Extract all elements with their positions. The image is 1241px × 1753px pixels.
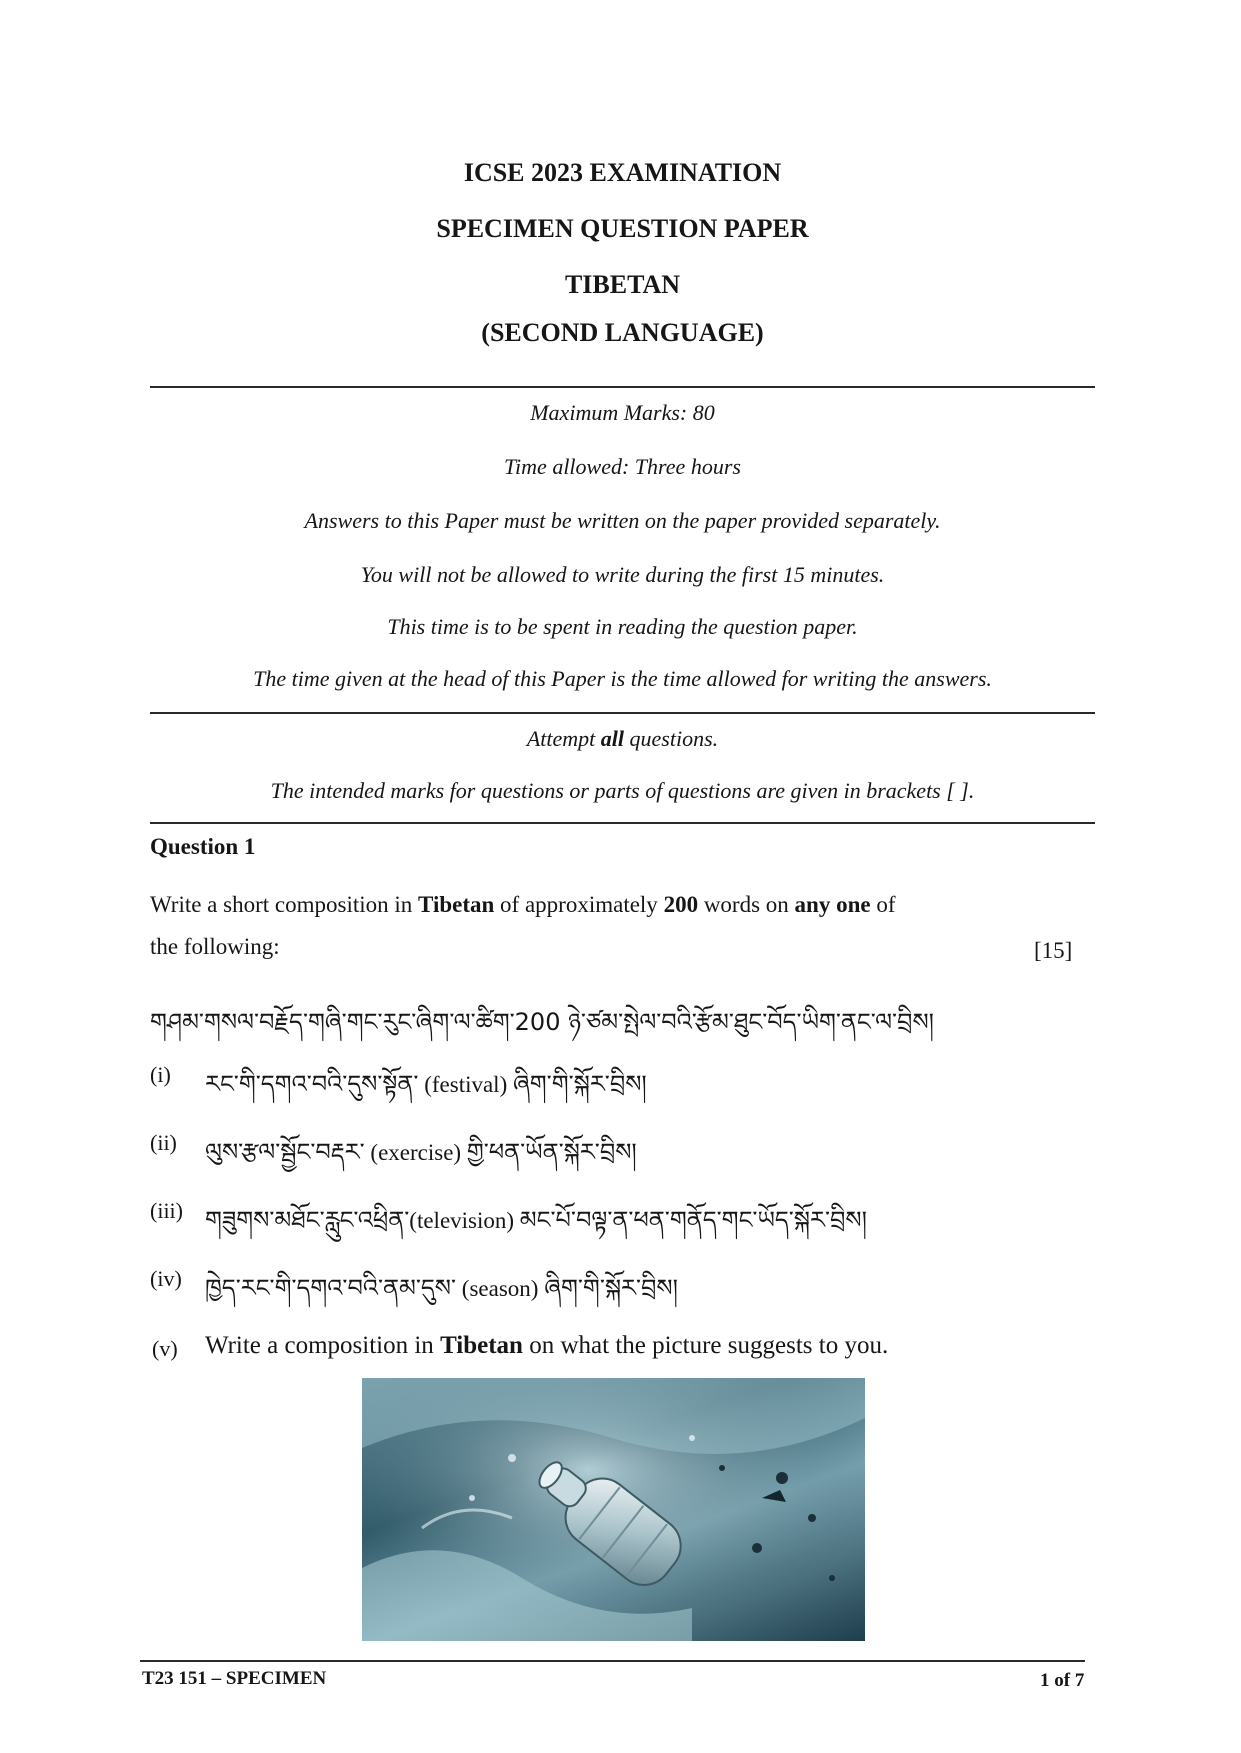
exam-title: ICSE 2023 EXAMINATION bbox=[463, 158, 782, 187]
section-divider bbox=[150, 822, 1095, 824]
question-prompt: Write a short composition in Tibetan of approximately 200 words on any one of bbox=[150, 892, 896, 917]
page-number: 1 of 7 bbox=[1040, 1670, 1085, 1691]
instruction-line-3: This time is to be spent in reading the question paper. bbox=[387, 614, 858, 639]
tibetan-instruction: གཤམ་གསལ་བརྗོད་གཞི་གང་རུང་ཞིག་ལ་ཚིག་200 ཉེ་ཙམ་སྤེལ་བའི་རྩོམ་ཐུང་བོད་ཡིག་ནང་ལ་བྲིས། bbox=[150, 1008, 934, 1036]
question-title: Question 1 bbox=[150, 834, 256, 859]
max-marks: Maximum Marks: 80 bbox=[530, 400, 715, 425]
footer-divider bbox=[140, 1660, 1085, 1662]
question-prompt-line2: the following: bbox=[150, 934, 280, 959]
option-number: (v) bbox=[152, 1336, 178, 1361]
header-divider bbox=[150, 386, 1095, 388]
paper-code: T23 151 – SPECIMEN bbox=[142, 1668, 327, 1689]
option-number: (iii) bbox=[150, 1198, 183, 1223]
instructions-divider bbox=[150, 712, 1095, 714]
instruction-line-1: Answers to this Paper must be written on the paper provided separately. bbox=[304, 508, 941, 533]
option-number: (iv) bbox=[150, 1266, 182, 1291]
instruction-line-4: The time given at the head of this Paper is the time allowed for writing the answers. bbox=[253, 666, 992, 691]
option-v: Write a composition in Tibetan on what the picture suggests to you. bbox=[205, 1332, 889, 1359]
option-number: (ii) bbox=[150, 1130, 177, 1155]
instruction-line-2: You will not be allowed to write during the first 15 minutes. bbox=[360, 562, 885, 587]
paper-type: SPECIMEN QUESTION PAPER bbox=[436, 214, 809, 243]
time-allowed: Time allowed: Three hours bbox=[504, 454, 741, 479]
underwater-plastic-bottle-image bbox=[362, 1378, 865, 1641]
option-ii: ལུས་རྩལ་སྦྱོང་བརྡར་ (exercise) གྱི་ཕན་ཡོན་སྐོར་བྲིས། bbox=[205, 1138, 637, 1166]
option-iv: ཁྱེད་རང་གི་དགའ་བའི་ནམ་དུས་ (season) ཞིག་གི་སྐོར་བྲིས། bbox=[205, 1274, 678, 1302]
option-iii: གཟུགས་མཐོང་རླུང་འཕྲིན་(television) མང་པོ་བལྟ་ན་ཕན་གནོད་གང་ཡོད་སྐོར་བྲིས། bbox=[205, 1206, 867, 1234]
marks-note: The intended marks for questions or parts of questions are given in brackets [ ]. bbox=[270, 778, 975, 803]
question-marks: [15] bbox=[1034, 938, 1073, 963]
subject-title: TIBETAN bbox=[564, 270, 681, 299]
option-number: (i) bbox=[150, 1062, 171, 1087]
subject-level: (SECOND LANGUAGE) bbox=[481, 318, 764, 347]
option-i: རང་གི་དགའ་བའི་དུས་སྟོན་ (festival) ཞིག་གི་སྐོར་བྲིས། bbox=[205, 1070, 647, 1098]
picture-illustration bbox=[362, 1378, 865, 1641]
attempt-instruction: Attempt all questions. bbox=[526, 726, 719, 751]
